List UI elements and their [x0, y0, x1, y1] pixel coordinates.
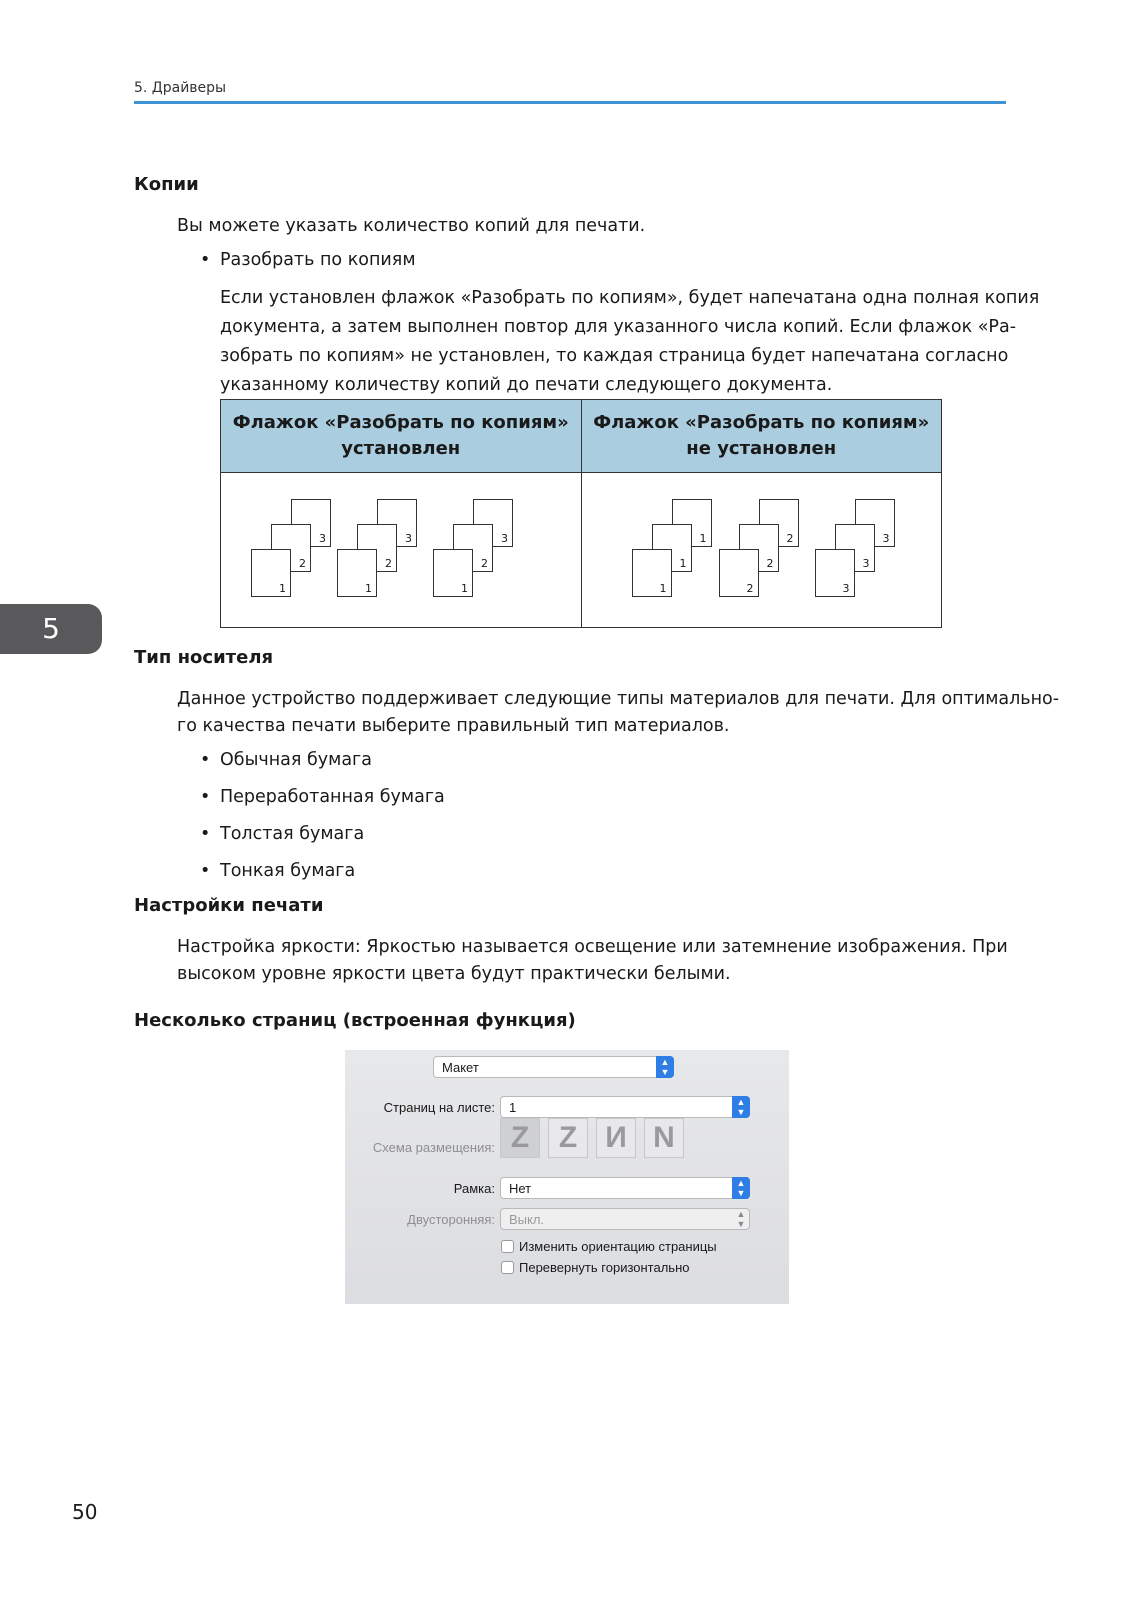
section-title-media: Тип носителя: [134, 647, 274, 668]
sheet-number: 1: [365, 582, 372, 595]
n-reverse-layout-icon[interactable]: И: [596, 1118, 636, 1158]
panel-select[interactable]: [433, 1056, 674, 1078]
collate-comparison-table: [220, 399, 942, 628]
border-value: Нет: [509, 1181, 532, 1196]
sheet-number: 1: [659, 582, 667, 595]
chapter-tab: 5: [0, 604, 102, 654]
sheet-number: 2: [766, 557, 774, 570]
collate-off-diagram: [581, 473, 942, 628]
border-select[interactable]: [500, 1177, 750, 1199]
section-title-print-settings: Настройки печати: [134, 895, 324, 916]
sheet-page: [337, 549, 377, 597]
media-item: • Толстая бумага: [200, 824, 365, 844]
page-number: 50: [72, 1500, 98, 1524]
collate-desc-line2: документа, а затем выполнен повтор для указанного числа копий. Если флажок «Ра-: [220, 317, 1017, 337]
sheet-number: 1: [279, 582, 286, 595]
media-item-label: Толстая бумага: [220, 824, 365, 844]
duplex-value: Выкл.: [509, 1212, 545, 1227]
sheet-number: 1: [699, 532, 707, 545]
copies-intro: Вы можете указать количество копий для печати.: [177, 216, 646, 236]
sheet-number: 2: [385, 557, 392, 570]
sheet-page: [719, 549, 759, 597]
sheet-page: [433, 549, 473, 597]
bullet-collate-label: Разобрать по копиям: [220, 250, 416, 270]
sheet-number: 3: [882, 532, 890, 545]
sheet-page: [251, 549, 291, 597]
sheet-number: 3: [319, 532, 326, 545]
sheet-page: [632, 549, 672, 597]
brightness-desc-line1: Настройка яркости: Яркостью называется освещение или затемнение изображения. При: [177, 937, 1008, 957]
collate-off-header: Флажок «Разобрать по копиям» не установлен: [581, 400, 942, 473]
bullet-collate: [200, 250, 416, 270]
sheet-number: 3: [405, 532, 412, 545]
sheet-page: [815, 549, 855, 597]
border-label: Рамка:: [453, 1181, 495, 1196]
header-rule: [134, 101, 1006, 104]
collate-desc-line3: зобрать по копиям» не установлен, то каждая страница будет напечатана согласно: [220, 346, 1009, 366]
media-item-label: Тонкая бумага: [220, 861, 356, 881]
reverse-z-layout-icon[interactable]: Z: [548, 1118, 588, 1158]
sheet-number: 2: [786, 532, 794, 545]
media-item: • Тонкая бумага: [200, 861, 356, 881]
brightness-desc-line2: высоком уровне яркости цвета будут практически белыми.: [177, 964, 731, 984]
z-layout-icon[interactable]: Z: [500, 1118, 540, 1158]
sheet-number: 3: [862, 557, 870, 570]
collate-on-diagram: [221, 473, 582, 628]
collate-desc-line4: указанному количеству копий до печати следующего документа.: [220, 375, 833, 395]
chevron-updown-icon: ▲ ▼: [732, 1096, 750, 1118]
flip-horizontal-label: Перевернуть горизонтально: [519, 1260, 690, 1275]
media-item: • Обычная бумага: [200, 750, 372, 770]
media-item-label: Переработанная бумага: [220, 787, 445, 807]
n-layout-icon[interactable]: N: [644, 1118, 684, 1158]
collate-on-header: Флажок «Разобрать по копиям» установлен: [221, 400, 582, 473]
collate-desc-line1: Если установлен флажок «Разобрать по копиям», будет напечатана одна полная копия: [220, 288, 1040, 308]
sheet-number: 2: [746, 582, 754, 595]
sheet-number: 2: [481, 557, 488, 570]
chevron-updown-icon: ▲ ▼: [656, 1056, 674, 1078]
chevron-updown-icon: ▲ ▼: [736, 1209, 746, 1229]
layout-dialog-screenshot: [345, 1050, 789, 1304]
pages-per-sheet-value: 1: [509, 1100, 517, 1115]
sheet-number: 1: [461, 582, 468, 595]
media-item-label: Обычная бумага: [220, 750, 372, 770]
running-head: 5. Драйверы: [134, 80, 227, 96]
section-title-multipage: Несколько страниц (встроенная функция): [134, 1010, 576, 1031]
duplex-select[interactable]: [500, 1208, 750, 1230]
pages-per-sheet-label: Страниц на листе:: [383, 1100, 495, 1115]
media-desc-line1: Данное устройство поддерживает следующие типы материалов для печати. Для оптимально-: [177, 689, 1060, 709]
sheet-number: 1: [679, 557, 687, 570]
flip-horizontal-checkbox[interactable]: [501, 1261, 514, 1274]
chevron-updown-icon: ▲ ▼: [732, 1177, 750, 1199]
media-item: • Переработанная бумага: [200, 787, 445, 807]
pages-per-sheet-select[interactable]: [500, 1096, 750, 1118]
sheet-number: 3: [501, 532, 508, 545]
duplex-label: Двусторонняя:: [407, 1212, 495, 1227]
reverse-orientation-label: Изменить ориентацию страницы: [519, 1239, 717, 1254]
layout-direction-label: Схема размещения:: [372, 1140, 495, 1155]
section-title-copies: Копии: [134, 174, 199, 195]
reverse-orientation-checkbox[interactable]: [501, 1240, 514, 1253]
media-desc-line2: го качества печати выберите правильный тип материалов.: [177, 716, 730, 736]
bullet-dot: •: [200, 250, 211, 270]
panel-select-value: Макет: [442, 1060, 479, 1075]
sheet-number: 2: [299, 557, 306, 570]
sheet-number: 3: [842, 582, 850, 595]
